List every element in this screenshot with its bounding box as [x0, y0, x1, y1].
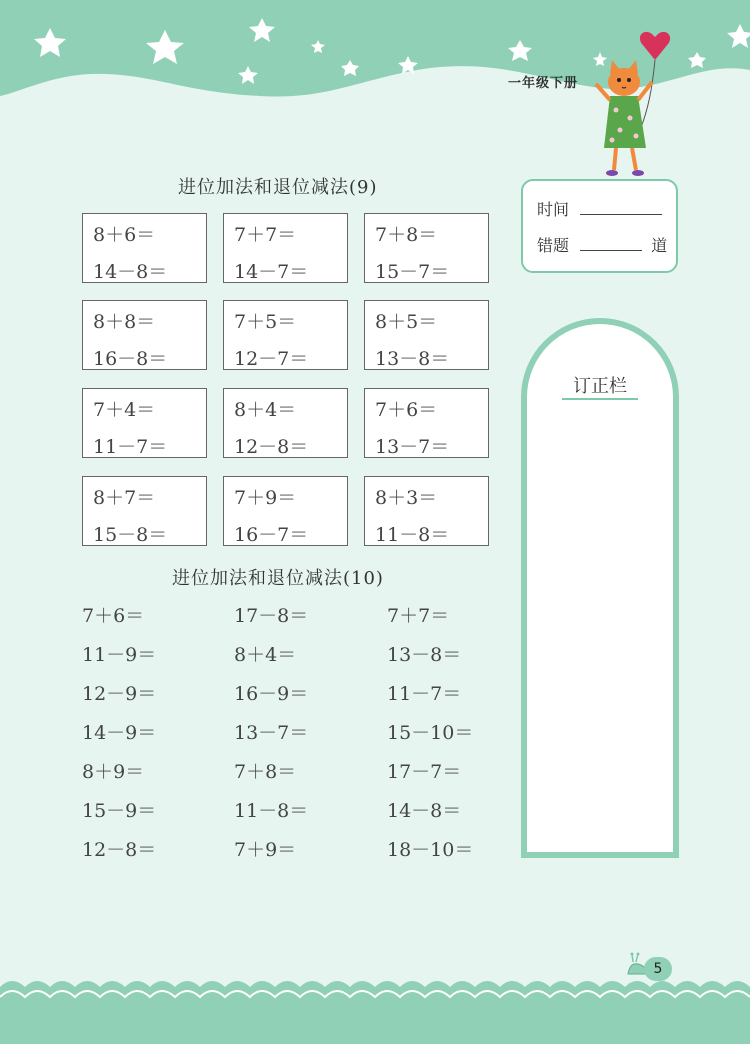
equation-item[interactable]: 17－7＝	[387, 761, 462, 783]
equation-item[interactable]: 11－7＝	[387, 683, 462, 705]
equation-box	[223, 213, 348, 283]
equation-item[interactable]: 15－9＝	[82, 800, 157, 822]
subtraction-equation[interactable]: 13－7＝	[375, 436, 450, 458]
addition-equation[interactable]: 8＋3＝	[375, 487, 438, 509]
subtraction-equation[interactable]: 14－8＝	[93, 261, 168, 283]
addition-equation[interactable]: 8＋6＝	[93, 224, 156, 246]
footer-wave	[0, 975, 750, 1044]
addition-equation[interactable]: 8＋5＝	[375, 311, 438, 333]
subtraction-equation[interactable]: 16－7＝	[234, 524, 309, 546]
equation-item[interactable]: 11－8＝	[234, 800, 309, 822]
equation-item[interactable]: 8＋9＝	[82, 761, 145, 783]
section-9-title: 进位加法和退位减法(9)	[178, 177, 378, 198]
addition-equation[interactable]: 8＋8＝	[93, 311, 156, 333]
addition-equation[interactable]: 7＋5＝	[234, 311, 297, 333]
equation-box	[82, 476, 207, 546]
equation-item[interactable]: 18－10＝	[387, 839, 474, 861]
equation-item[interactable]: 14－8＝	[387, 800, 462, 822]
correction-area[interactable]	[527, 324, 673, 852]
equation-box	[364, 476, 489, 546]
addition-equation[interactable]: 7＋9＝	[234, 487, 297, 509]
time-blank[interactable]	[580, 200, 662, 215]
equation-item[interactable]: 7＋9＝	[234, 839, 297, 861]
section-10-title: 进位加法和退位减法(10)	[172, 568, 384, 589]
errors-blank[interactable]	[580, 236, 642, 251]
equation-box	[82, 388, 207, 458]
equation-box	[82, 213, 207, 283]
page-number: 5	[644, 957, 672, 981]
cat-balloon-illustration	[592, 30, 682, 180]
correction-title-underline	[562, 398, 638, 400]
subtraction-equation[interactable]: 15－7＝	[375, 261, 450, 283]
time-label: 时间	[537, 200, 570, 219]
equation-box	[364, 388, 489, 458]
subtraction-equation[interactable]: 11－8＝	[375, 524, 450, 546]
equation-box	[364, 213, 489, 283]
addition-equation[interactable]: 8＋4＝	[234, 399, 297, 421]
subtraction-equation[interactable]: 15－8＝	[93, 524, 168, 546]
time-errors-box	[521, 179, 678, 273]
addition-equation[interactable]: 8＋7＝	[93, 487, 156, 509]
equation-item[interactable]: 17－8＝	[234, 605, 309, 627]
subtraction-equation[interactable]: 13－8＝	[375, 348, 450, 370]
correction-panel	[521, 318, 679, 858]
equation-item[interactable]: 16－9＝	[234, 683, 309, 705]
equation-item[interactable]: 7＋7＝	[387, 605, 450, 627]
equation-item[interactable]: 8＋4＝	[234, 644, 297, 666]
correction-title: 订正栏	[573, 376, 627, 397]
equation-box	[364, 300, 489, 370]
equation-box	[223, 476, 348, 546]
subtraction-equation[interactable]: 16－8＝	[93, 348, 168, 370]
equation-item[interactable]: 12－8＝	[82, 839, 157, 861]
errors-label: 错题	[537, 236, 570, 255]
equation-item[interactable]: 7＋6＝	[82, 605, 145, 627]
subtraction-equation[interactable]: 11－7＝	[93, 436, 168, 458]
equation-box	[223, 300, 348, 370]
equation-item[interactable]: 13－7＝	[234, 722, 309, 744]
errors-unit: 道	[651, 236, 668, 255]
equation-box	[223, 388, 348, 458]
subtraction-equation[interactable]: 12－8＝	[234, 436, 309, 458]
subtraction-equation[interactable]: 12－7＝	[234, 348, 309, 370]
addition-equation[interactable]: 7＋8＝	[375, 224, 438, 246]
grade-label: 一年级下册	[507, 76, 578, 91]
equation-item[interactable]: 11－9＝	[82, 644, 157, 666]
subtraction-equation[interactable]: 14－7＝	[234, 261, 309, 283]
equation-item[interactable]: 7＋8＝	[234, 761, 297, 783]
equation-item[interactable]: 13－8＝	[387, 644, 462, 666]
addition-equation[interactable]: 7＋7＝	[234, 224, 297, 246]
equation-item[interactable]: 12－9＝	[82, 683, 157, 705]
equation-item[interactable]: 15－10＝	[387, 722, 474, 744]
addition-equation[interactable]: 7＋6＝	[375, 399, 438, 421]
equation-item[interactable]: 14－9＝	[82, 722, 157, 744]
equation-box	[82, 300, 207, 370]
addition-equation[interactable]: 7＋4＝	[93, 399, 156, 421]
